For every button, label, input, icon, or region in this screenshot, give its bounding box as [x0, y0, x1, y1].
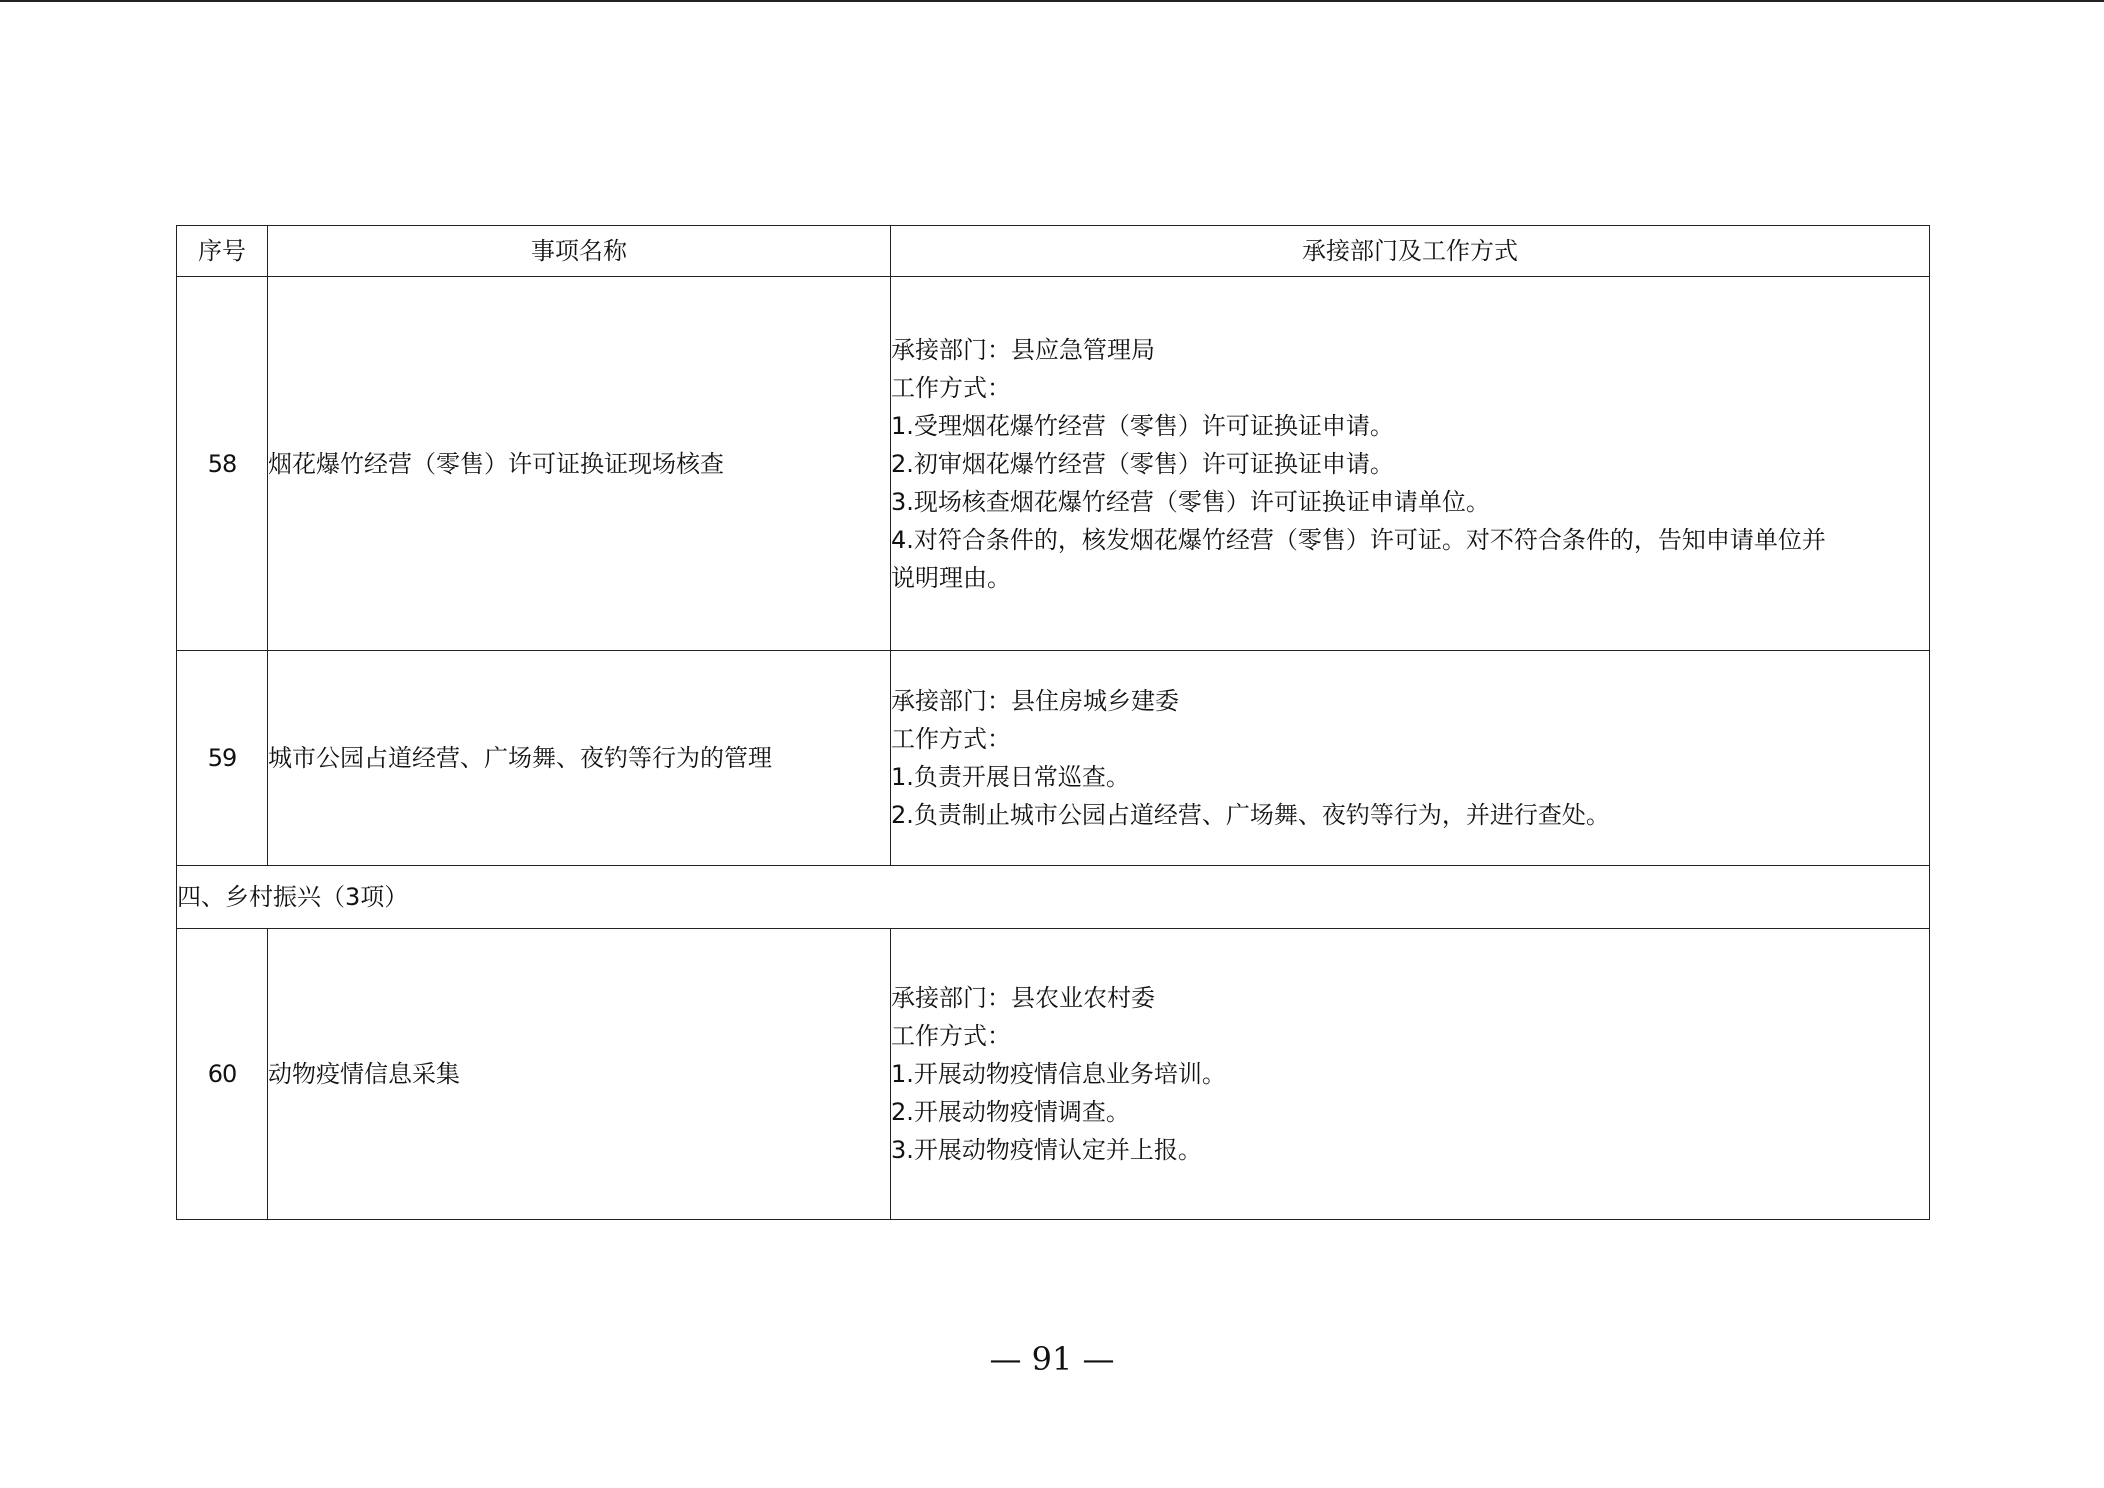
header-item-name: 事项名称 — [268, 226, 891, 277]
table-row — [177, 277, 1930, 651]
detail-line: 1.受理烟花爆竹经营（零售）许可证换证申请。 — [891, 411, 1394, 440]
detail-line: 说明理由。 — [891, 563, 1011, 592]
detail-line: 4.对符合条件的，核发烟花爆竹经营（零售）许可证。对不符合条件的，告知申请单位并 — [891, 525, 1826, 554]
table-header-row — [177, 226, 1930, 277]
detail-line: 工作方式： — [891, 1022, 1011, 1050]
page-number: — 91 — — [989, 1340, 1115, 1378]
detail-line: 承接部门：县应急管理局 — [891, 335, 1155, 364]
row-seq: 59 — [177, 651, 268, 866]
row-seq: 58 — [177, 277, 268, 651]
detail-line: 3.现场核查烟花爆竹经营（零售）许可证换证申请单位。 — [891, 487, 1490, 516]
section-heading: 四、乡村振兴（3项） — [177, 866, 1930, 929]
detail-line: 承接部门：县住房城乡建委 — [891, 687, 1179, 715]
detail-line: 工作方式： — [891, 373, 1011, 402]
detail-line: 承接部门：县农业农村委 — [891, 984, 1155, 1012]
row-item-name: 动物疫情信息采集 — [268, 929, 891, 1220]
detail-line: 1.开展动物疫情信息业务培训。 — [891, 1060, 1226, 1088]
row-item-name: 城市公园占道经营、广场舞、夜钓等行为的管理 — [268, 651, 891, 866]
row-dept-method — [891, 651, 1930, 866]
detail-line: 3.开展动物疫情认定并上报。 — [891, 1136, 1202, 1164]
detail-line: 2.开展动物疫情调查。 — [891, 1098, 1130, 1126]
row-dept-method — [891, 929, 1930, 1220]
detail-line: 工作方式： — [891, 725, 1011, 753]
header-seq: 序号 — [177, 226, 268, 277]
detail-line: 1.负责开展日常巡查。 — [891, 763, 1130, 791]
items-table — [176, 225, 1930, 1220]
header-dept-method: 承接部门及工作方式 — [891, 226, 1930, 277]
row-seq: 60 — [177, 929, 268, 1220]
table-row — [177, 651, 1930, 866]
page-top-border — [0, 0, 2104, 2]
section-row — [177, 866, 1930, 929]
row-item-name: 烟花爆竹经营（零售）许可证换证现场核查 — [268, 277, 891, 651]
detail-line: 2.初审烟花爆竹经营（零售）许可证换证申请。 — [891, 449, 1394, 478]
detail-line: 2.负责制止城市公园占道经营、广场舞、夜钓等行为，并进行查处。 — [891, 801, 1610, 829]
table-row — [177, 929, 1930, 1220]
row-dept-method — [891, 277, 1930, 651]
